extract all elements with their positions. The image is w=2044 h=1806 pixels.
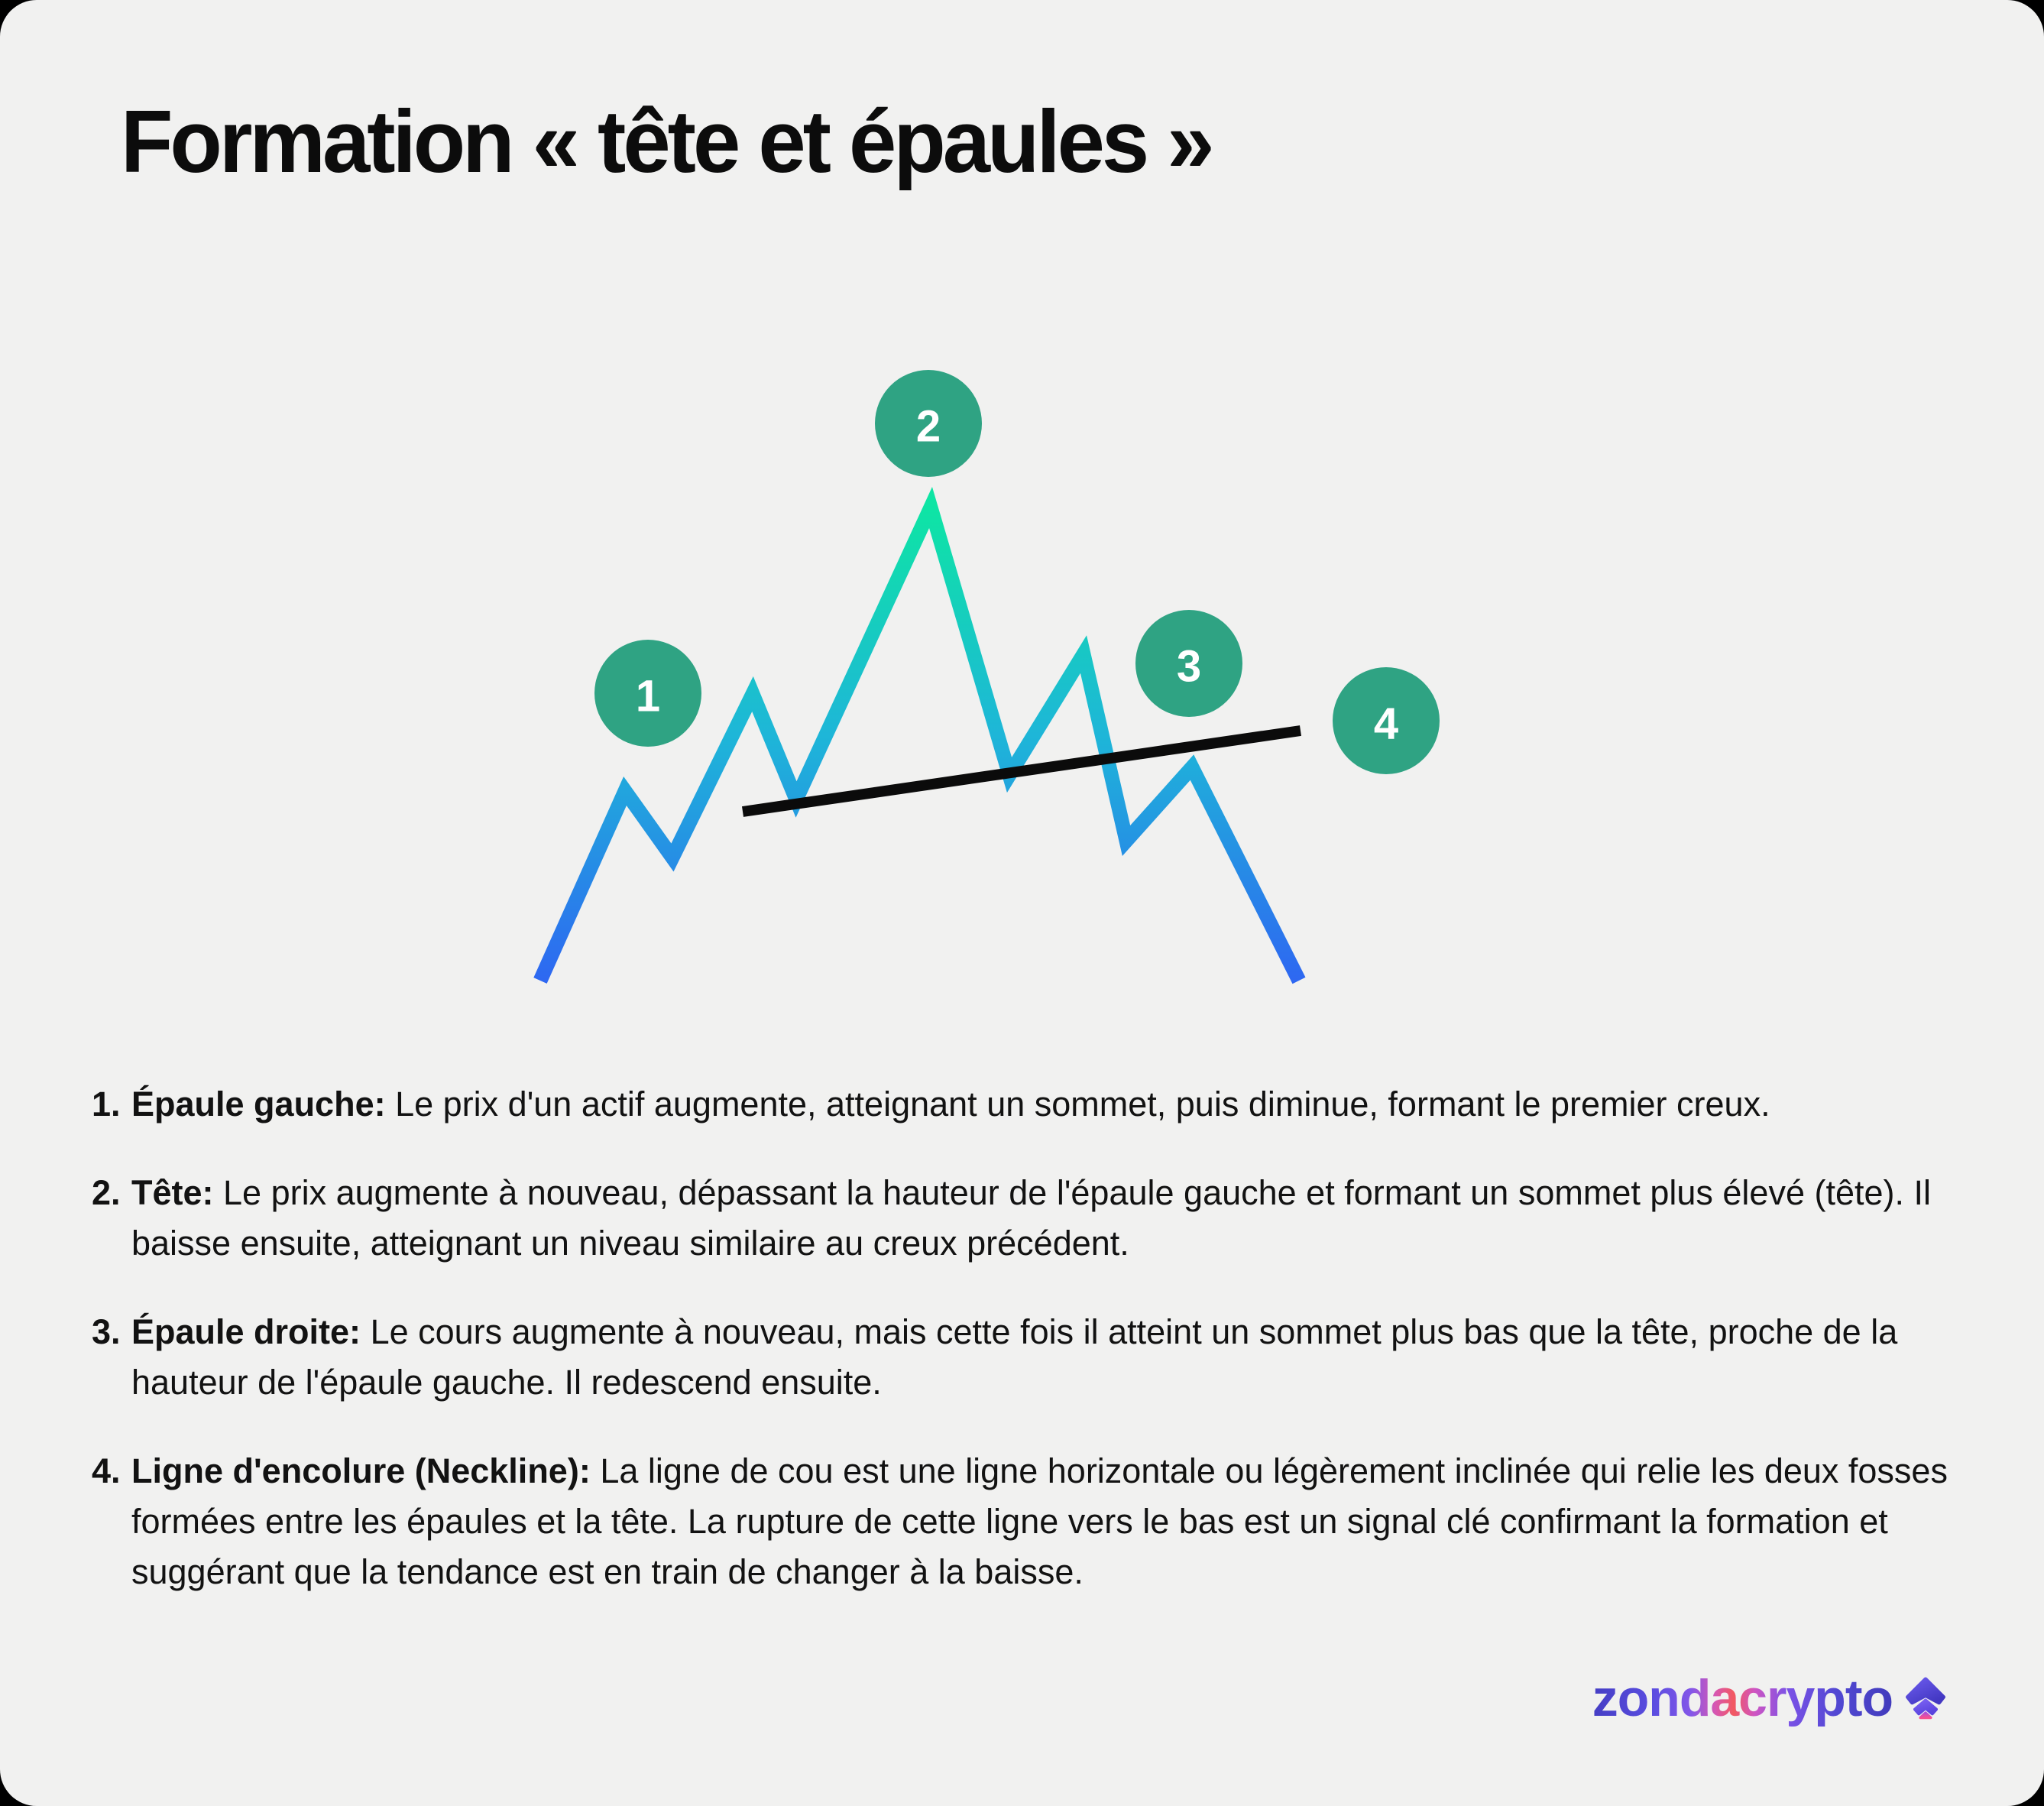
- legend-item-4-number: 4.: [92, 1451, 121, 1490]
- zonda-tree-icon: [1905, 1677, 1946, 1720]
- marker-3-label: 3: [1176, 641, 1202, 692]
- marker-1: [594, 640, 701, 747]
- legend-item-1-number: 1.: [92, 1085, 121, 1123]
- legend-item-2-description: Le prix augmente à nouveau, dépassant la hauteur de l'épaule gauche et formant un sommet plus élevé (tête). Il baisse ensuite, atteignant un niveau similaire au creux précédent.: [131, 1173, 1932, 1263]
- legend-item-4: [92, 1446, 1956, 1597]
- legend-item-4-description: La ligne de cou est une ligne horizontale ou légèrement inclinée qui relie les deux fosses formées entre les épaules et la tête. La rupture de cette ligne vers le bas est un signal clé confirmant la formation et suggérant que la tendance est en train de changer à la baisse.: [131, 1451, 1948, 1591]
- zondacrypto-wordmark: zondacrypto: [1592, 1669, 1893, 1727]
- legend-item-3: [92, 1307, 1956, 1408]
- marker-2-label: 2: [915, 401, 941, 452]
- marker-4: [1333, 667, 1440, 774]
- legend-item-3-label: Épaule droite:: [131, 1312, 361, 1351]
- legend-item-1-description: Le prix d'un actif augmente, atteignant un sommet, puis diminue, formant le premier creux.: [395, 1085, 1770, 1123]
- zondacrypto-logo: [1592, 1668, 1946, 1728]
- legend-item-3-text: [131, 1307, 1956, 1408]
- legend-item-1-label: Épaule gauche:: [131, 1085, 386, 1123]
- legend-item-4-text: [131, 1446, 1956, 1597]
- legend-item-2: [92, 1168, 1956, 1269]
- tree-base-shape: [1920, 1713, 1930, 1717]
- legend-item-4-label: Ligne d'encolure (Neckline):: [131, 1451, 591, 1490]
- legend-item-1: [92, 1079, 1956, 1130]
- legend-item-2-number: 2.: [92, 1173, 121, 1212]
- legend-item-3-description: Le cours augmente à nouveau, mais cette fois il atteint un sommet plus bas que la tête, proche de la hauteur de l'épaule gauche. Il redescend ensuite.: [131, 1312, 1898, 1402]
- marker-2: [875, 370, 982, 477]
- marker-1-label: 1: [635, 671, 661, 721]
- legend-item-1-text: [131, 1079, 1956, 1130]
- marker-3: [1135, 610, 1242, 717]
- legend-list: [92, 1079, 1956, 1636]
- page-title: Formation « tête et épaules »: [121, 92, 1212, 192]
- legend-item-2-label: Tête:: [131, 1173, 214, 1212]
- marker-4-label: 4: [1373, 699, 1399, 749]
- legend-item-3-number: 3.: [92, 1312, 121, 1351]
- legend-item-2-text: [131, 1168, 1956, 1269]
